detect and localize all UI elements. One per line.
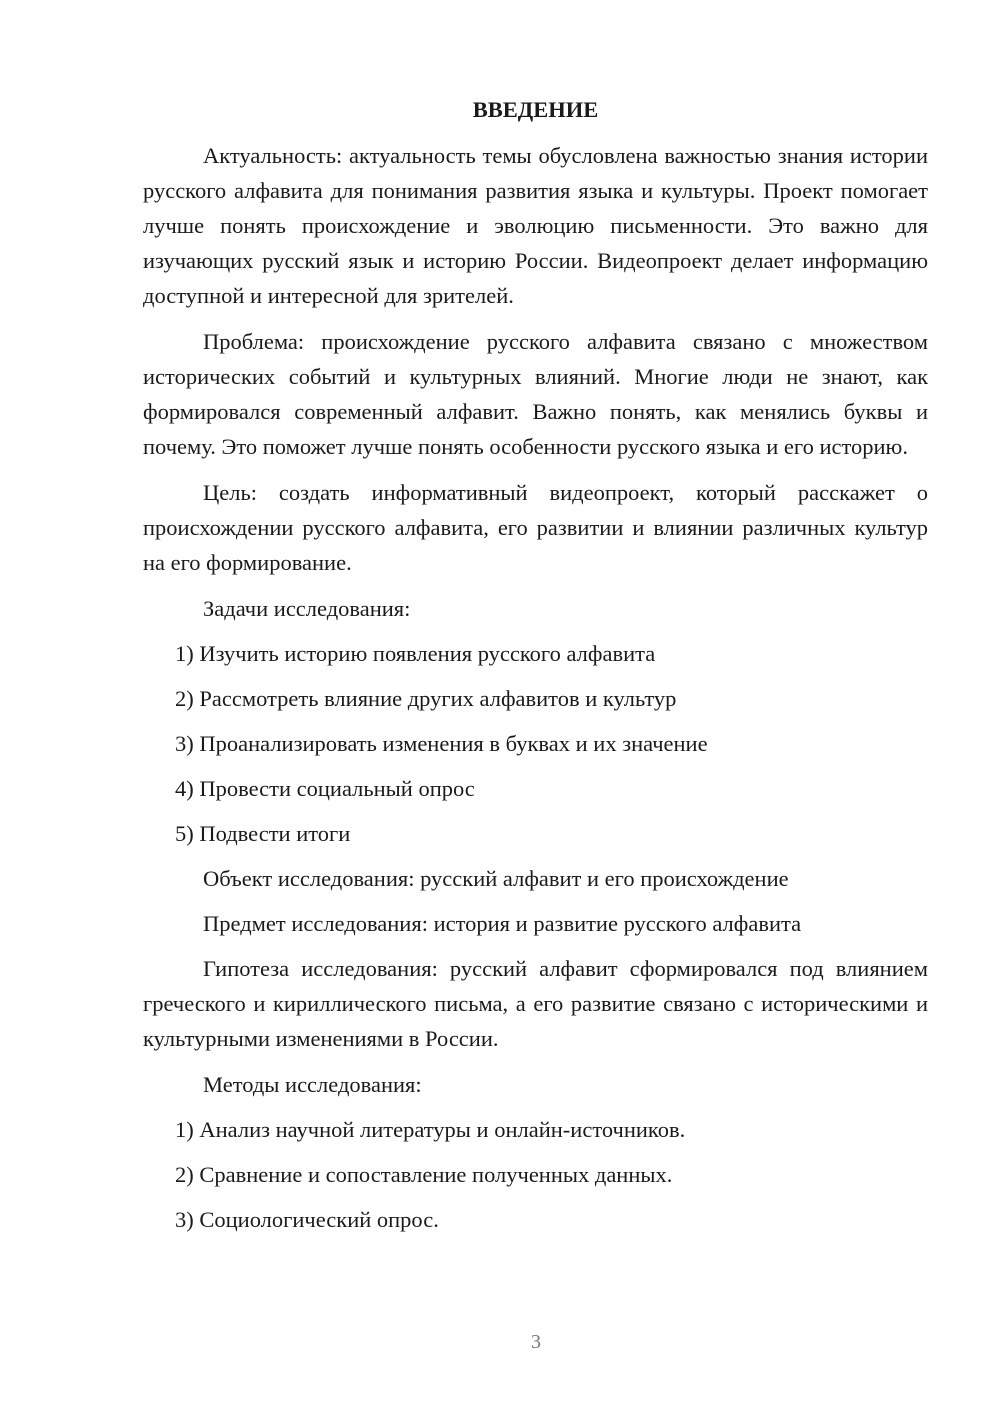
actuality-paragraph: Актуальность: актуальность темы обусловлена важностью знания истории русского алфавита для понимания развития языка и культуры. Проект помогает лучше понять происхождение и эволюцию письменности. Это важно для изучающих русский язык и историю России. Видеопроект делает информацию доступной и интересной для зрителей. [143, 143, 928, 308]
list-item: 1) Изучить историю появления русского алфавита [175, 641, 656, 666]
methods-heading: Методы исследования: [203, 1072, 422, 1097]
subject-line: Предмет исследования: история и развитие русского алфавита [203, 911, 802, 936]
list-item: 4) Провести социальный опрос [175, 776, 475, 801]
hypothesis-paragraph: Гипотеза исследования: русский алфавит сформировался под влиянием греческого и кириллического письма, а его развитие связано с историческими и культурными изменениями в России. [143, 956, 928, 1051]
object-line: Объект исследования: русский алфавит и его происхождение [203, 866, 789, 891]
list-item: 5) Подвести итоги [175, 821, 351, 846]
page-title: ВВЕДЕНИЕ [472, 97, 599, 122]
list-item: 2) Сравнение и сопоставление полученных данных. [175, 1162, 673, 1187]
list-item: 3) Проанализировать изменения в буквах и их значение [175, 731, 708, 756]
list-item: 2) Рассмотреть влияние других алфавитов и культур [175, 686, 677, 711]
tasks-heading: Задачи исследования: [203, 596, 411, 621]
list-item: 3) Социологический опрос. [175, 1207, 439, 1232]
document-body [143, 92, 928, 1247]
goal-paragraph: Цель: создать информативный видеопроект, который расскажет о происхождении русского алфавита, его развитии и влиянии различных культур на его формирование. [143, 480, 928, 575]
tasks-list [143, 636, 928, 851]
methods-list [143, 1112, 928, 1237]
problem-paragraph: Проблема: происхождение русского алфавита связано с множеством исторических событий и культурных влияний. Многие люди не знают, как формировался современный алфавит. Важно понять, как менялись буквы и почему. Это поможет лучше понять особенности русского языка и его историю. [143, 329, 928, 459]
page-number: 3 [531, 1331, 541, 1353]
list-item: 1) Анализ научной литературы и онлайн-источников. [175, 1117, 686, 1142]
